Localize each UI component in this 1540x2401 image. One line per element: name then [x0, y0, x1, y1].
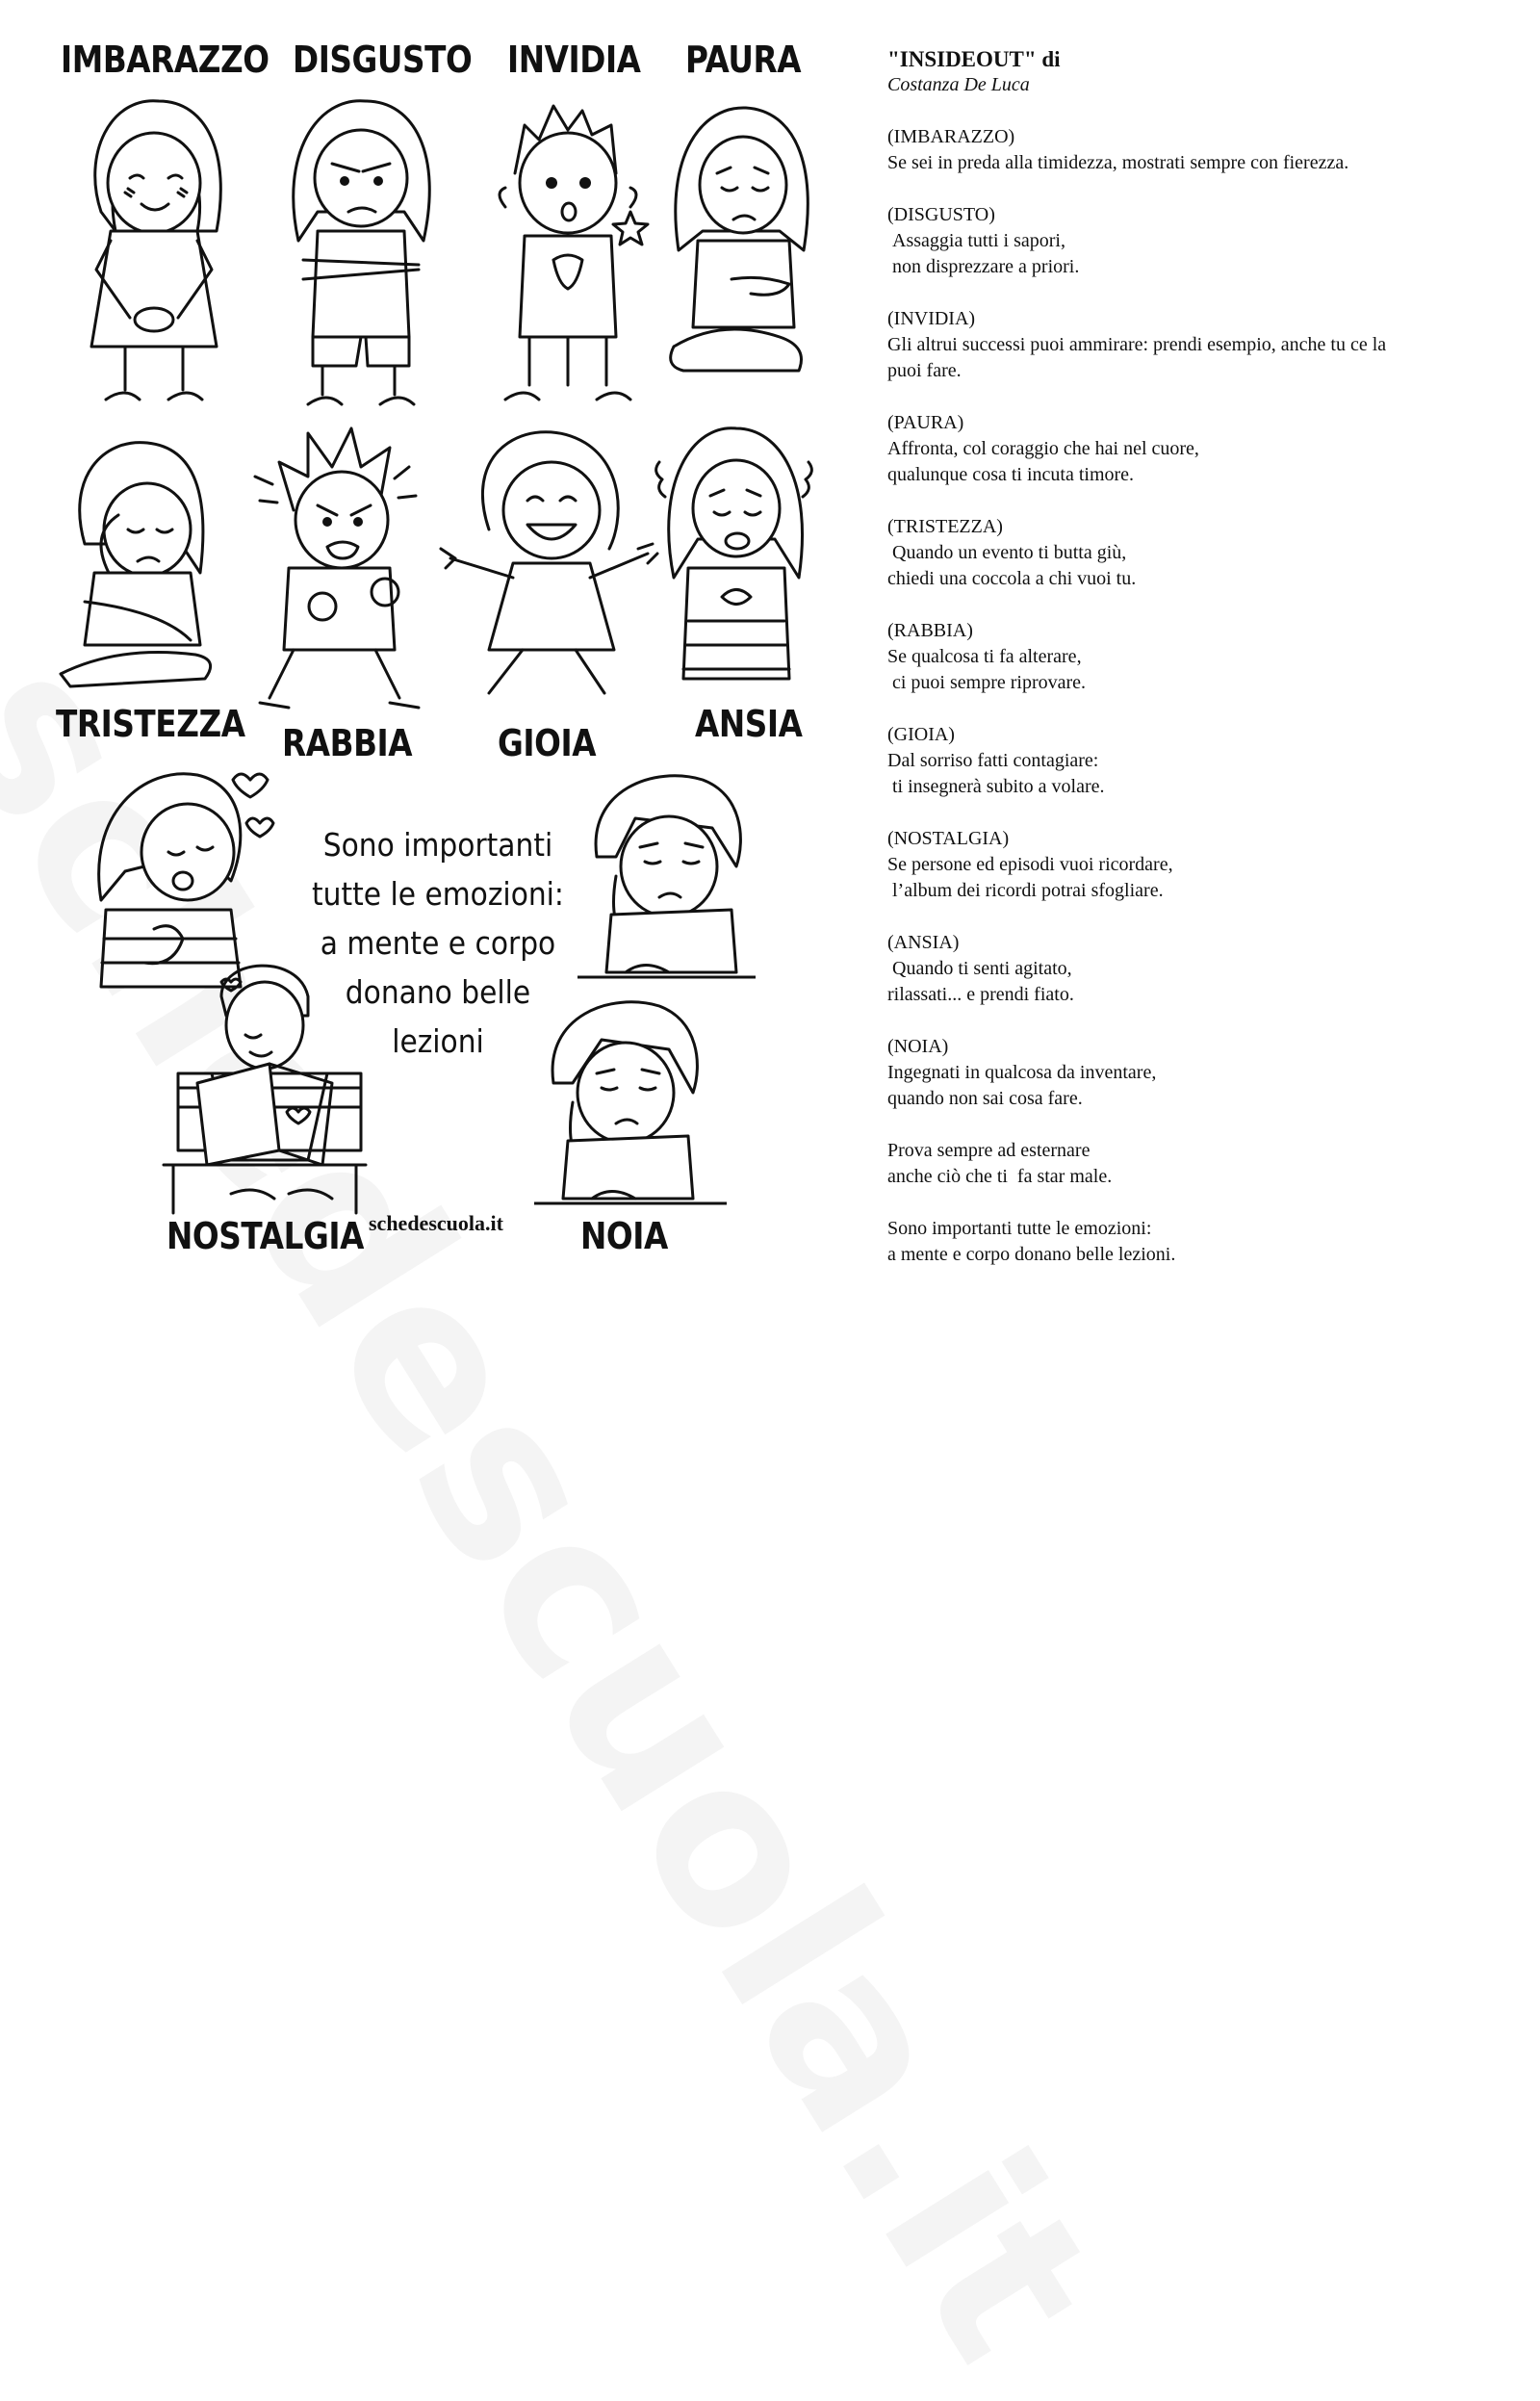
poem-line: (NOSTALGIA) — [887, 828, 1010, 849]
poem-line: Dal sorriso fatti contagiare: — [887, 750, 1099, 771]
nostalgia-boy-thinking-illustration — [578, 770, 756, 1001]
label-gioia: GIOIA — [498, 722, 597, 764]
poem-line: Sono importanti tutte le emozioni: — [887, 1218, 1152, 1239]
poem-line: (NOIA) — [887, 1036, 949, 1057]
tristezza-child-illustration — [56, 438, 219, 693]
invidia-child-illustration — [486, 96, 650, 414]
poem-line: Quando ti senti agitato, — [887, 958, 1072, 979]
poem-line: Se sei in preda alla timidezza, mostrati sempre con fierezza. — [887, 152, 1349, 173]
disgusto-child-illustration — [279, 96, 443, 414]
poem-line: Se persone ed episodi vuoi ricordare, — [887, 854, 1173, 875]
poem-line: ci puoi sempre riprovare. — [887, 672, 1087, 693]
poem-line: (ANSIA) — [887, 932, 960, 953]
label-disgusto: DISGUSTO — [293, 39, 473, 81]
poem-line: a mente e corpo donano belle lezioni. — [887, 1244, 1176, 1265]
poem-stanza — [887, 124, 1523, 176]
poem-stanza — [887, 618, 1523, 696]
poem-line: chiedi una coccola a chi vuoi tu. — [887, 568, 1137, 589]
poem-line: quando non sai cosa fare. — [887, 1088, 1083, 1109]
imbarazzo-child-illustration — [72, 96, 236, 414]
label-paura: PAURA — [685, 39, 802, 81]
poem-line: Gli altrui successi puoi ammirare: prendi esempio, anche tu ce la — [887, 334, 1387, 355]
poem-line: qualunque cosa ti incuta timore. — [887, 464, 1135, 485]
poem-line: (TRISTEZZA) — [887, 516, 1003, 537]
poem-line: (INVIDIA) — [887, 308, 976, 329]
poem-line: Se qualcosa ti fa alterare, — [887, 646, 1082, 667]
poem-stanza — [887, 1034, 1523, 1112]
central-message-line: lezioni — [392, 1022, 484, 1060]
poem-author: Costanza De Luca — [887, 74, 1030, 95]
label-imbarazzo: IMBARAZZO — [61, 39, 270, 81]
poem-line: Affronta, col coraggio che hai nel cuore, — [887, 438, 1199, 459]
label-rabbia: RABBIA — [282, 722, 413, 764]
poem-line: (GIOIA) — [887, 724, 955, 745]
label-invidia: INVIDIA — [507, 39, 641, 81]
poem-line: anche ciò che ti fa star male. — [887, 1166, 1113, 1187]
poem-line: rilassati... e prendi fiato. — [887, 984, 1074, 1005]
label-noia: NOIA — [580, 1215, 668, 1257]
poem-line: Assaggia tutti i sapori, — [887, 230, 1065, 251]
poem-stanza — [887, 410, 1523, 488]
label-ansia: ANSIA — [695, 703, 803, 745]
poem-stanza — [887, 1138, 1523, 1190]
paura-child-illustration — [664, 96, 818, 385]
poem-line: (DISGUSTO) — [887, 204, 995, 225]
poem — [887, 46, 1523, 1268]
poem-line: puoi fare. — [887, 360, 962, 381]
central-message-line: Sono importanti — [322, 826, 553, 864]
poem-stanza — [887, 930, 1523, 1008]
poem-line: non disprezzare a priori. — [887, 256, 1080, 277]
label-nostalgia: NOSTALGIA — [167, 1215, 364, 1257]
poem-stanzas — [887, 124, 1523, 1268]
poem-line: Ingegnati in qualcosa da inventare, — [887, 1062, 1157, 1083]
poem-stanza — [887, 722, 1523, 800]
gioia-child-illustration — [431, 424, 662, 703]
poem-stanza — [887, 826, 1523, 904]
ansia-child-illustration — [654, 424, 818, 712]
poem-line: (RABBIA) — [887, 620, 973, 641]
poem-stanza — [887, 514, 1523, 592]
poem-title: "INSIDEOUT" di — [887, 47, 1061, 71]
poem-line: ti insegnerà subito a volare. — [887, 776, 1105, 797]
central-message-line: donano belle — [345, 973, 531, 1011]
poem-stanza — [887, 306, 1523, 384]
central-message — [304, 820, 573, 1066]
poem-stanza — [887, 1216, 1523, 1268]
site-credit: schedescuola.it — [369, 1211, 503, 1235]
poem-line: Quando un evento ti butta giù, — [887, 542, 1127, 563]
poem-line: (PAURA) — [887, 412, 964, 433]
poem-line: l’album dei ricordi potrai sfogliare. — [887, 880, 1164, 901]
central-message-line: a mente e corpo — [320, 924, 556, 962]
rabbia-child-illustration — [250, 424, 424, 712]
label-tristezza: TRISTEZZA — [56, 703, 245, 745]
central-message-line: tutte le emozioni: — [312, 875, 564, 913]
poem-line: (IMBARAZZO) — [887, 126, 1015, 147]
poem-line: Prova sempre ad esternare — [887, 1140, 1091, 1161]
poem-stanza — [887, 202, 1523, 280]
